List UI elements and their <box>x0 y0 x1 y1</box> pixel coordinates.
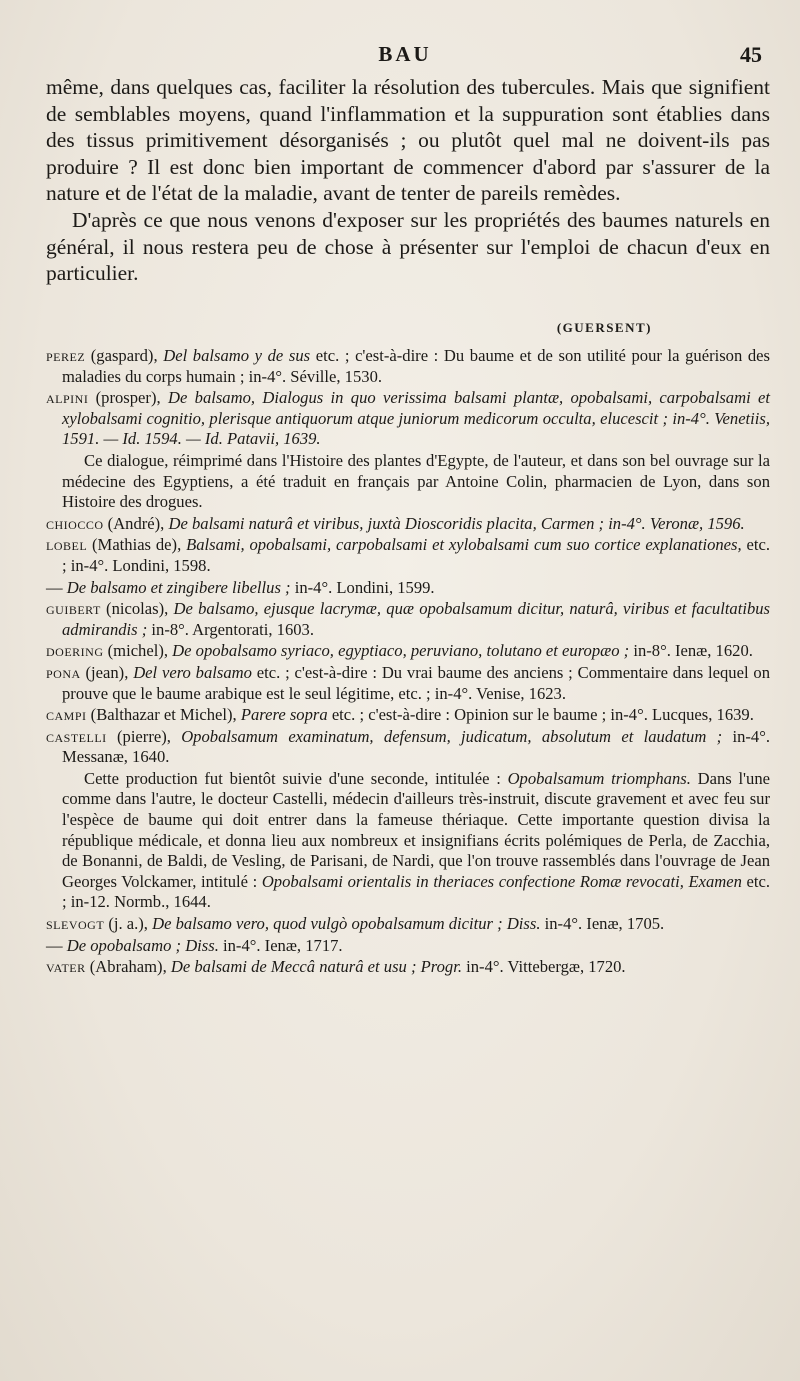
entry-title: De balsamo, Dialogus in quo verissima balsami plantæ, opobalsami, carpobalsami et xylobalsami cognitio, plerisque antiquorum atque juniorum medicorum occulta, elucescit ; in-4°. Venetiis, 1591. — Id. 1594. — Id. Patavii, 1639. <box>62 388 771 449</box>
entry-text: in-4°. Ienæ, 1705. <box>540 914 665 934</box>
bibliography-entry <box>46 388 770 450</box>
entry-title: Del balsamo y de sus <box>163 346 311 365</box>
running-head: BAU <box>378 42 432 66</box>
note-text: etc. ; in-12. Normb., 1644. <box>62 871 771 912</box>
bibliography-entry <box>46 578 770 599</box>
entry-text: in-4°. Messanæ, 1640. <box>62 726 771 767</box>
entry-text: etc. ; c'est-à-dire : Du baume et de son utilité pour la guérison des maladies du corps humain ; in-4°. Séville, 1530. <box>62 346 771 386</box>
note-title: Opobalsamum triomphans. <box>507 768 691 788</box>
entry-text: in-8°. Argentorati, 1603. <box>147 619 314 639</box>
entry-title: Balsami, opobalsami, carpobalsami et xylobalsami cum suo cortice explanationes, <box>186 535 742 555</box>
paragraph-1: même, dans quelques cas, faciliter la résolution des tubercules. Mais que signifient de semblables moyens, quand l'inflammation et la suppuration sont établies dans des tissus primitivement désorganisés ; ou plutôt quel mal ne doivent-ils pas produire ? Il est donc bien important de commencer d'abord par s'assurer de la nature et de l'état de la maladie, avant de tenter de pareils remèdes. <box>46 75 770 206</box>
bibliography-entry <box>46 705 770 726</box>
bibliography-entry <box>46 914 770 935</box>
entry-note: Ce dialogue, réimprimé dans l'Histoire des plantes d'Egypte, de l'auteur, et dans son bel ouvrage sur la médecine des Egyptiens, a été traduit en français par Antoine Colin, pharmacien de Lyon, dans son Histoire des drogues. <box>62 450 770 512</box>
entry-text: etc. ; c'est-à-dire : Du vrai baume des anciens ; Commentaire dans lequel on prouve que le baume arabique est le seul légitime, etc. ; in-4°. Venise, 1623. <box>62 662 770 703</box>
paragraph-2: D'après ce que nous venons d'exposer sur les propriétés des baumes naturels en général, il nous restera peu de chose à présenter sur l'emploi de chacun d'eux en particulier. <box>46 207 770 286</box>
entry-text: (michel), <box>103 641 173 661</box>
entry-author: alpini <box>46 388 89 408</box>
entry-title: Del vero balsamo <box>133 662 252 682</box>
entry-title: Parere sopra <box>240 705 328 725</box>
entry-text: (Abraham), <box>85 957 171 977</box>
entry-title: De balsamo et zingibere libellus ; <box>66 577 291 597</box>
entry-author: castelli <box>46 726 107 746</box>
entry-text: in-4°. Ienæ, 1717. <box>218 935 343 955</box>
entry-text: etc. ; in-4°. Londini, 1598. <box>62 535 770 575</box>
page-header <box>48 42 762 72</box>
note-title: Opobalsami orientalis in theriaces confectione Romæ revocati, Examen <box>261 871 742 891</box>
entry-note <box>62 769 770 913</box>
note-text: Cette production fut bientôt suivie d'une seconde, intitulée : <box>84 768 508 788</box>
bibliography <box>46 346 770 979</box>
bibliography-entry <box>46 936 770 957</box>
bibliography-entry <box>46 535 770 576</box>
entry-title: De balsamo, ejusque lacrymæ, quæ opobalsamum dicitur, naturâ, viribus et facultatibus admirandis ; <box>62 599 771 639</box>
entry-text: (j. a.), <box>104 914 153 934</box>
entry-author: slevogt <box>46 914 105 934</box>
entry-author: campi <box>46 705 87 725</box>
entry-text: (Balthazar et Michel), <box>86 705 241 725</box>
entry-title: De opobalsamo syriaco, egyptiaco, peruviano, tolutano et europæo ; <box>172 641 630 661</box>
entry-text: etc. ; c'est-à-dire : Opinion sur le baume ; in-4°. Lucques, 1639. <box>327 705 754 725</box>
bibliography-entry <box>46 514 770 535</box>
entry-text: (André), <box>103 513 169 533</box>
entry-title: Opobalsamum examinatum, defensum, judicatum, absolutum et laudatum ; <box>181 726 723 746</box>
bibliography-entry <box>46 346 770 387</box>
entry-title: De balsami de Meccâ naturâ et usu ; Progr. <box>170 957 462 977</box>
bibliography-entry <box>46 641 770 662</box>
entry-author: pona <box>46 662 81 682</box>
entry-text: in-8°. Ienæ, 1620. <box>629 641 753 661</box>
entry-text: (gaspard), <box>85 346 164 365</box>
page-number: 45 <box>740 42 762 67</box>
entry-title: De balsamo vero, quod vulgò opobalsamum dicitur ; Diss. <box>152 914 541 934</box>
entry-author: doering <box>46 641 104 661</box>
entry-text: — <box>46 935 67 955</box>
note-text: Dans l'une comme dans l'autre, le docteur Castelli, médecin d'ailleurs très-instruit, discute gravement et avec feu sur l'espèce de baume qui doit entrer dans la fameuse thériaque. Cette importante question divisa la république médicale, et donna lieu aux nombreux et insignifians écrits polémiques de Perla, de Zacchia, de Bonanni, de Baldi, de Vesling, de Parisani, de Nardi, que l'on trouve rassemblés dans l'ouvrage de Jean Georges Volckamer, intitulé : <box>62 768 771 891</box>
entry-author: lobel <box>46 535 88 555</box>
author-signature: (GUERSENT) <box>556 320 652 335</box>
main-text <box>46 74 770 287</box>
bibliography-entry <box>46 727 770 768</box>
entry-author: perez <box>46 346 86 365</box>
entry-title: De balsami naturâ et viribus, juxtà Dioscoridis placita, Carmen ; in-4°. Veronæ, 1596. <box>168 513 745 533</box>
entry-text: (nicolas), <box>100 599 174 619</box>
entry-text: (jean), <box>80 662 134 682</box>
entry-author: vater <box>46 957 86 977</box>
entry-text: (prosper), <box>88 388 168 408</box>
entry-title: De opobalsamo ; Diss. <box>66 935 219 955</box>
entry-text: in-4°. Vittebergæ, 1720. <box>462 957 626 977</box>
entry-text: — <box>46 577 67 597</box>
entry-text: (Mathias de), <box>87 535 187 555</box>
entry-author: guibert <box>46 599 101 619</box>
bibliography-entry <box>46 663 770 704</box>
entry-text: (pierre), <box>106 726 182 746</box>
entry-author: chiocco <box>46 513 104 533</box>
entry-text: in-4°. Londini, 1599. <box>290 577 435 597</box>
bibliography-entry <box>46 957 770 978</box>
bibliography-entry <box>46 599 770 640</box>
